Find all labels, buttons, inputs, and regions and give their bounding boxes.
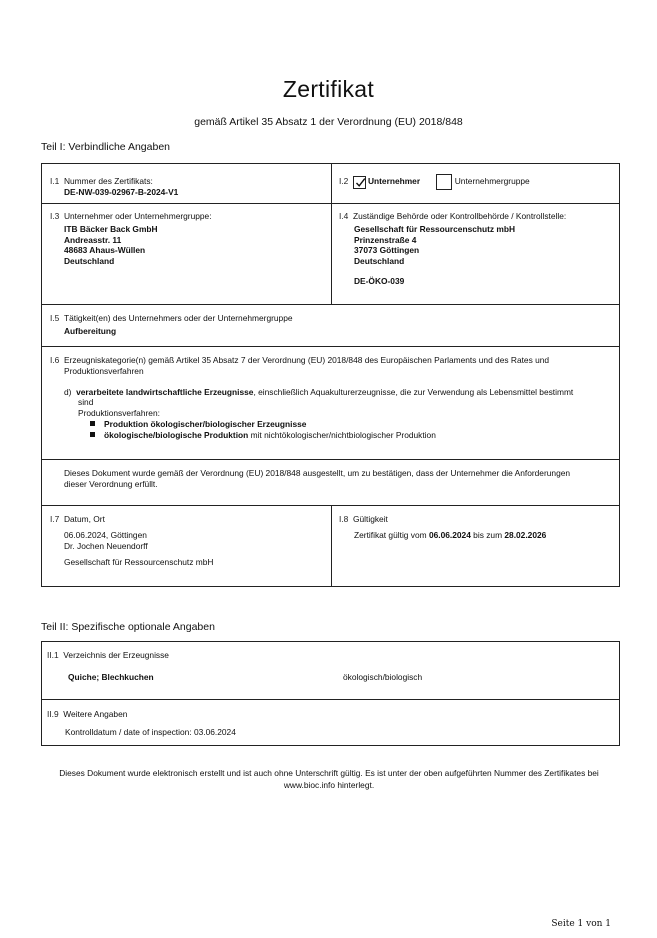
- option-label-unternehmergruppe: Unternehmergruppe: [454, 176, 530, 187]
- method-2-rest: mit nichtökologischer/nichtbiologischer Produktion: [248, 429, 436, 440]
- footer-line: Dieses Dokument wurde elektronisch erstellt und ist auch ohne Unterschrift gültig. Es ist unter der oben aufgeführten Nummer des Zertifikates bei: [59, 768, 599, 778]
- authority-country: Deutschland: [354, 256, 405, 267]
- field-number: I.2: [339, 176, 349, 187]
- document-subtitle: gemäß Artikel 35 Absatz 1 der Verordnung (EU) 2018/848: [194, 116, 463, 128]
- divider: [41, 304, 620, 305]
- product-name: Quiche; Blechkuchen: [68, 672, 154, 682]
- issuing-body: Gesellschaft für Ressourcenschutz mbH: [64, 557, 214, 568]
- part1-heading: Teil I: Verbindliche Angaben: [41, 141, 171, 153]
- field-number: II.1: [47, 650, 59, 660]
- method-item: [90, 430, 615, 441]
- operator-country: Deutschland: [64, 256, 115, 267]
- product-status: ökologisch/biologisch: [343, 672, 423, 682]
- field-label: Erzeugniskategorie(n) gemäß Artikel 35 Absatz 7 der Verordnung (EU) 2018/848 des Europäischen Parlaments und des Rates und: [63, 355, 550, 365]
- field-number: I.1: [50, 176, 60, 186]
- divider: [41, 459, 620, 460]
- part2-heading: Teil II: Spezifische optionale Angaben: [41, 621, 215, 633]
- bullet-icon: [90, 432, 95, 437]
- conformity-statement: [64, 468, 614, 490]
- field-label: Weitere Angaben: [63, 709, 128, 719]
- valid-from-date: 06.06.2024: [428, 529, 471, 540]
- activity-value: Aufbereitung: [64, 325, 117, 336]
- method-2-bold: ökologische/biologische Produktion: [104, 429, 249, 440]
- document-title: Zertifikat: [282, 76, 375, 102]
- page-number: Seite 1 von 1: [551, 919, 611, 929]
- checkbox-unternehmergruppe[interactable]: [436, 174, 452, 190]
- operator-street: Andreasstr. 11: [64, 234, 122, 245]
- statement-line: Dieses Dokument wurde gemäß der Verordnung (EU) 2018/848 ausgestellt, um zu bestätigen, dass der Unternehmer die Anforderungen: [64, 468, 571, 478]
- field-i3: [50, 211, 212, 267]
- field-ii9: [47, 709, 236, 738]
- footer-line: www.bioc.info hinterlegt.: [283, 780, 375, 790]
- field-label-cont: Produktionsverfahren: [64, 365, 144, 376]
- category-rest-line2: sind: [78, 397, 94, 408]
- field-number: I.8: [339, 514, 349, 524]
- inspection-date: Kontrolldatum / date of inspection: 03.06.2024: [65, 726, 236, 737]
- operator-name: ITB Bäcker Back GmbH: [64, 223, 158, 234]
- authority-name: Gesellschaft für Ressourcenschutz mbH: [354, 223, 516, 234]
- validity-mid: bis zum: [470, 529, 505, 540]
- divider: [41, 346, 620, 347]
- authority-code: DE-ÖKO-039: [354, 275, 405, 286]
- field-ii1: [47, 650, 169, 661]
- field-i1: [50, 176, 178, 198]
- checkbox-unternehmer[interactable]: [353, 176, 366, 189]
- footer-note: [38, 767, 620, 791]
- statement-line: dieser Verordnung erfüllt.: [64, 478, 158, 489]
- field-label: Zuständige Behörde oder Kontrollbehörde / Kontrollstelle:: [352, 211, 567, 221]
- field-number: I.6: [50, 355, 60, 365]
- field-i4: [339, 211, 566, 287]
- divider: [41, 699, 620, 700]
- divider: [331, 163, 332, 304]
- field-label: Nummer des Zertifikats:: [63, 176, 153, 186]
- field-i6: [50, 355, 615, 441]
- validity-prefix: Zertifikat gültig vom: [354, 529, 429, 540]
- item-letter: d): [64, 386, 72, 397]
- field-number: II.9: [47, 709, 59, 719]
- field-i2: [339, 174, 530, 190]
- option-label-unternehmer: Unternehmer: [367, 176, 421, 187]
- field-i7: [50, 514, 213, 568]
- field-number: I.3: [50, 211, 60, 221]
- method-1-text: Produktion ökologischer/biologischer Erzeugnisse: [104, 418, 307, 429]
- field-number: I.4: [339, 211, 349, 221]
- certificate-number: DE-NW-039-02967-B-2024-V1: [64, 186, 179, 197]
- methods-label: Produktionsverfahren:: [78, 408, 160, 419]
- signatory-name: Dr. Jochen Neuendorff: [64, 540, 148, 551]
- issue-date-place: 06.06.2024, Göttingen: [64, 529, 147, 540]
- valid-to-date: 28.02.2026: [504, 529, 547, 540]
- bullet-icon: [90, 421, 95, 426]
- field-i8: [339, 514, 546, 541]
- field-label: Unternehmer oder Unternehmergruppe:: [63, 211, 212, 221]
- category-rest: , einschließlich Aquakulturerzeugnisse, die zur Verwendung als Lebensmittel bestimmt: [253, 386, 574, 397]
- authority-street: Prinzenstraße 4: [354, 234, 417, 245]
- field-label: Tätigkeit(en) des Unternehmers oder der Unternehmergruppe: [63, 313, 293, 323]
- field-number: I.7: [50, 514, 60, 524]
- validity-text: [354, 530, 546, 541]
- field-label: Datum, Ort: [63, 514, 105, 524]
- authority-city: 37073 Göttingen: [354, 245, 420, 256]
- divider: [331, 505, 332, 587]
- field-number: I.5: [50, 313, 60, 323]
- field-i5: [50, 313, 293, 337]
- method-item: [90, 419, 615, 430]
- field-label: Verzeichnis der Erzeugnisse: [63, 650, 169, 660]
- checkmark-icon: [355, 177, 366, 188]
- field-label: Gültigkeit: [352, 514, 388, 524]
- category-bold: verarbeitete landwirtschaftliche Erzeugnisse: [76, 386, 254, 397]
- operator-city: 48683 Ahaus-Wüllen: [64, 245, 146, 256]
